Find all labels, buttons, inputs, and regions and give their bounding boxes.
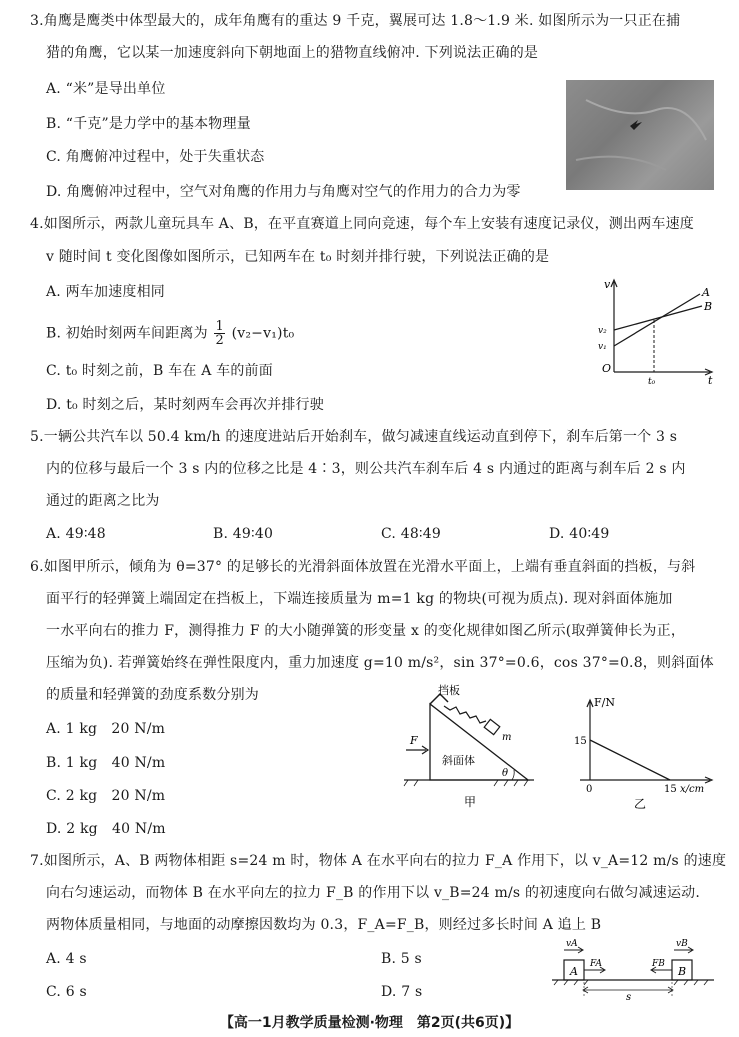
q6-option-c: C. 2 kg 20 N/m (46, 788, 166, 804)
page-footer: 【高一1月教学质量检测·物理 第2页(共6页)】 (219, 1015, 520, 1031)
q6-fig2-x-tick: 15 (664, 784, 677, 795)
q7-fig-vb-label: vB (676, 939, 688, 949)
q5-stem-line2: 内的位移与最后一个 3 s 内的位移之比是 4∶3，则公共汽车刹车后 4 s 内通过的距离与刹车后 2 s 内 (46, 461, 686, 477)
q4-option-d: D. t₀ 时刻之后，某时刻两车会再次并排行驶 (46, 397, 324, 413)
q4-option-b (46, 320, 294, 347)
q5-option-c: C. 48∶49 (381, 526, 441, 542)
q4-graph-line-a: A (702, 286, 710, 299)
q4-graph-v-label: v (604, 278, 611, 291)
q3-stem-line1: 3.角鹰是鹰类中体型最大的，成年角鹰有的重达 9 千克，翼展可达 1.8～1.9 米. 如图所示为一只正在捕 (30, 13, 681, 29)
q6-fig1-angle-label: θ (502, 768, 509, 779)
q7-fig-fa-label: FA (590, 959, 602, 969)
q6-fig2-y-tick: 15 (574, 736, 587, 747)
q6-stem-line2: 面平行的轻弹簧上端固定在挡板上，下端连接质量为 m=1 kg 的物块(可视为质点). 现对斜面体施加 (46, 591, 673, 607)
q7-fig-fb-label: FB (652, 959, 665, 969)
q6-stem-line1: 6.如图甲所示，倾角为 θ=37° 的足够长的光滑斜面体放置在光滑水平面上，上端有垂直斜面的挡板，与斜 (30, 559, 696, 575)
q3-option-b: B. “千克”是力学中的基本物理量 (46, 116, 251, 132)
q6-stem-line3: 一水平向右的推力 F，测得推力 F 的大小随弹簧的形变量 x 的变化规律如图乙所示(取弹簧伸长为正， (46, 623, 686, 639)
q6-fig1-mass-label: m (502, 732, 512, 743)
q5-option-b: B. 49∶40 (213, 526, 274, 542)
q7-stem-line3: 两物体质量相同，与地面的动摩擦因数均为 0.3，F_A=F_B，则经过多长时间 A 追上 B (46, 917, 602, 933)
q4-stem-line2: v 随时间 t 变化图像如图所示，已知两车在 t₀ 时刻并排行驶，下列说法正确的是 (46, 249, 550, 265)
q4-graph-origin: O (602, 362, 612, 375)
q5-option-a: A. 49∶48 (46, 526, 106, 542)
q4-graph-t0: t₀ (648, 377, 656, 386)
q7-fig-distance-label: s (626, 992, 632, 1002)
q7-option-a: A. 4 s (46, 951, 87, 967)
q7-option-b: B. 5 s (381, 951, 422, 967)
q6-fig1-body-label: 斜面体 (442, 754, 475, 767)
q6-fig1-baffle-label: 挡板 (438, 684, 460, 697)
q7-figure (548, 934, 718, 1002)
q4-fraction (214, 320, 224, 347)
q6-fig1-force-label: F (410, 734, 418, 747)
q6-fig2-origin: 0 (586, 784, 593, 795)
q7-fig-block-b: B (678, 965, 687, 978)
q5-option-d: D. 40∶49 (549, 526, 610, 542)
q6-option-d: D. 2 kg 40 N/m (46, 821, 166, 837)
q4-fraction-den: 2 (215, 333, 224, 348)
q4-option-c: C. t₀ 时刻之前，B 车在 A 车的前面 (46, 363, 273, 379)
q4-graph-v2: v₂ (598, 326, 607, 336)
q3-option-a: A. “米”是导出单位 (46, 81, 166, 97)
q4-option-b-expr: (v₂−v₁)t₀ (231, 325, 295, 342)
q4-stem-line1: 4.如图所示，两款儿童玩具车 A、B，在平直赛道上同向竞速，每个车上安装有速度记录仪，测出两车速度 (30, 216, 695, 232)
q7-stem-line1: 7.如图所示，A、B 两物体相距 s=24 m 时，物体 A 在水平向右的拉力 F_A 作用下，以 v_A=12 m/s 的速度 (30, 853, 727, 869)
q7-fig-block-a: A (570, 965, 578, 978)
q6-option-a: A. 1 kg 20 N/m (46, 721, 166, 737)
eagle-photo (566, 80, 714, 190)
q7-option-d: D. 7 s (381, 984, 423, 1000)
q6-stem-line4: 压缩为负). 若弹簧始终在弹性限度内，重力加速度 g=10 m/s²，sin 37°=0.6，cos 37°=0.8，则斜面体 (46, 655, 714, 671)
q3-option-c: C. 角鹰俯冲过程中，处于失重状态 (46, 149, 265, 165)
q6-fig1-caption: 甲 (464, 795, 477, 808)
q6-figure-yi (560, 690, 720, 810)
q3-stem-line2: 猎的角鹰，它以某一加速度斜向下朝地面上的猎物直线俯冲. 下列说法正确的是 (46, 45, 539, 61)
q7-fig-va-label: vA (566, 939, 578, 949)
q7-option-c: C. 6 s (46, 984, 87, 1000)
q6-option-b: B. 1 kg 40 N/m (46, 755, 166, 771)
q6-stem-line5: 的质量和轻弹簧的劲度系数分别为 (46, 687, 259, 703)
eagle-icon (566, 80, 714, 190)
q4-vt-graph (592, 276, 722, 386)
q4-option-b-text: B. 初始时刻两车间距离为 (46, 325, 208, 342)
q4-graph-line-b: B (704, 300, 713, 313)
q4-graph-v1: v₁ (598, 342, 607, 352)
q3-option-d: D. 角鹰俯冲过程中，空气对角鹰的作用力与角鹰对空气的作用力的合力为零 (46, 184, 521, 200)
q6-fig2-x-axis-label: x/cm (680, 784, 705, 795)
q5-stem-line3: 通过的距离之比为 (46, 493, 160, 509)
q4-graph-t-label: t (708, 374, 713, 386)
q4-fraction-num: 1 (215, 319, 224, 334)
q5-stem-line1: 5.一辆公共汽车以 50.4 km/h 的速度进站后开始刹车，做匀减速直线运动直到停下，刹车后第一个 3 s (30, 429, 678, 445)
q6-figure-jia (400, 684, 540, 808)
q4-option-a: A. 两车加速度相同 (46, 284, 166, 300)
q6-fig2-y-axis-label: F/N (594, 696, 615, 709)
q7-stem-line2: 向右匀速运动，而物体 B 在水平向左的拉力 F_B 的作用下以 v_B=24 m/s 的初速度向右做匀减速运动. (46, 885, 701, 901)
q6-fig2-caption: 乙 (634, 797, 647, 810)
